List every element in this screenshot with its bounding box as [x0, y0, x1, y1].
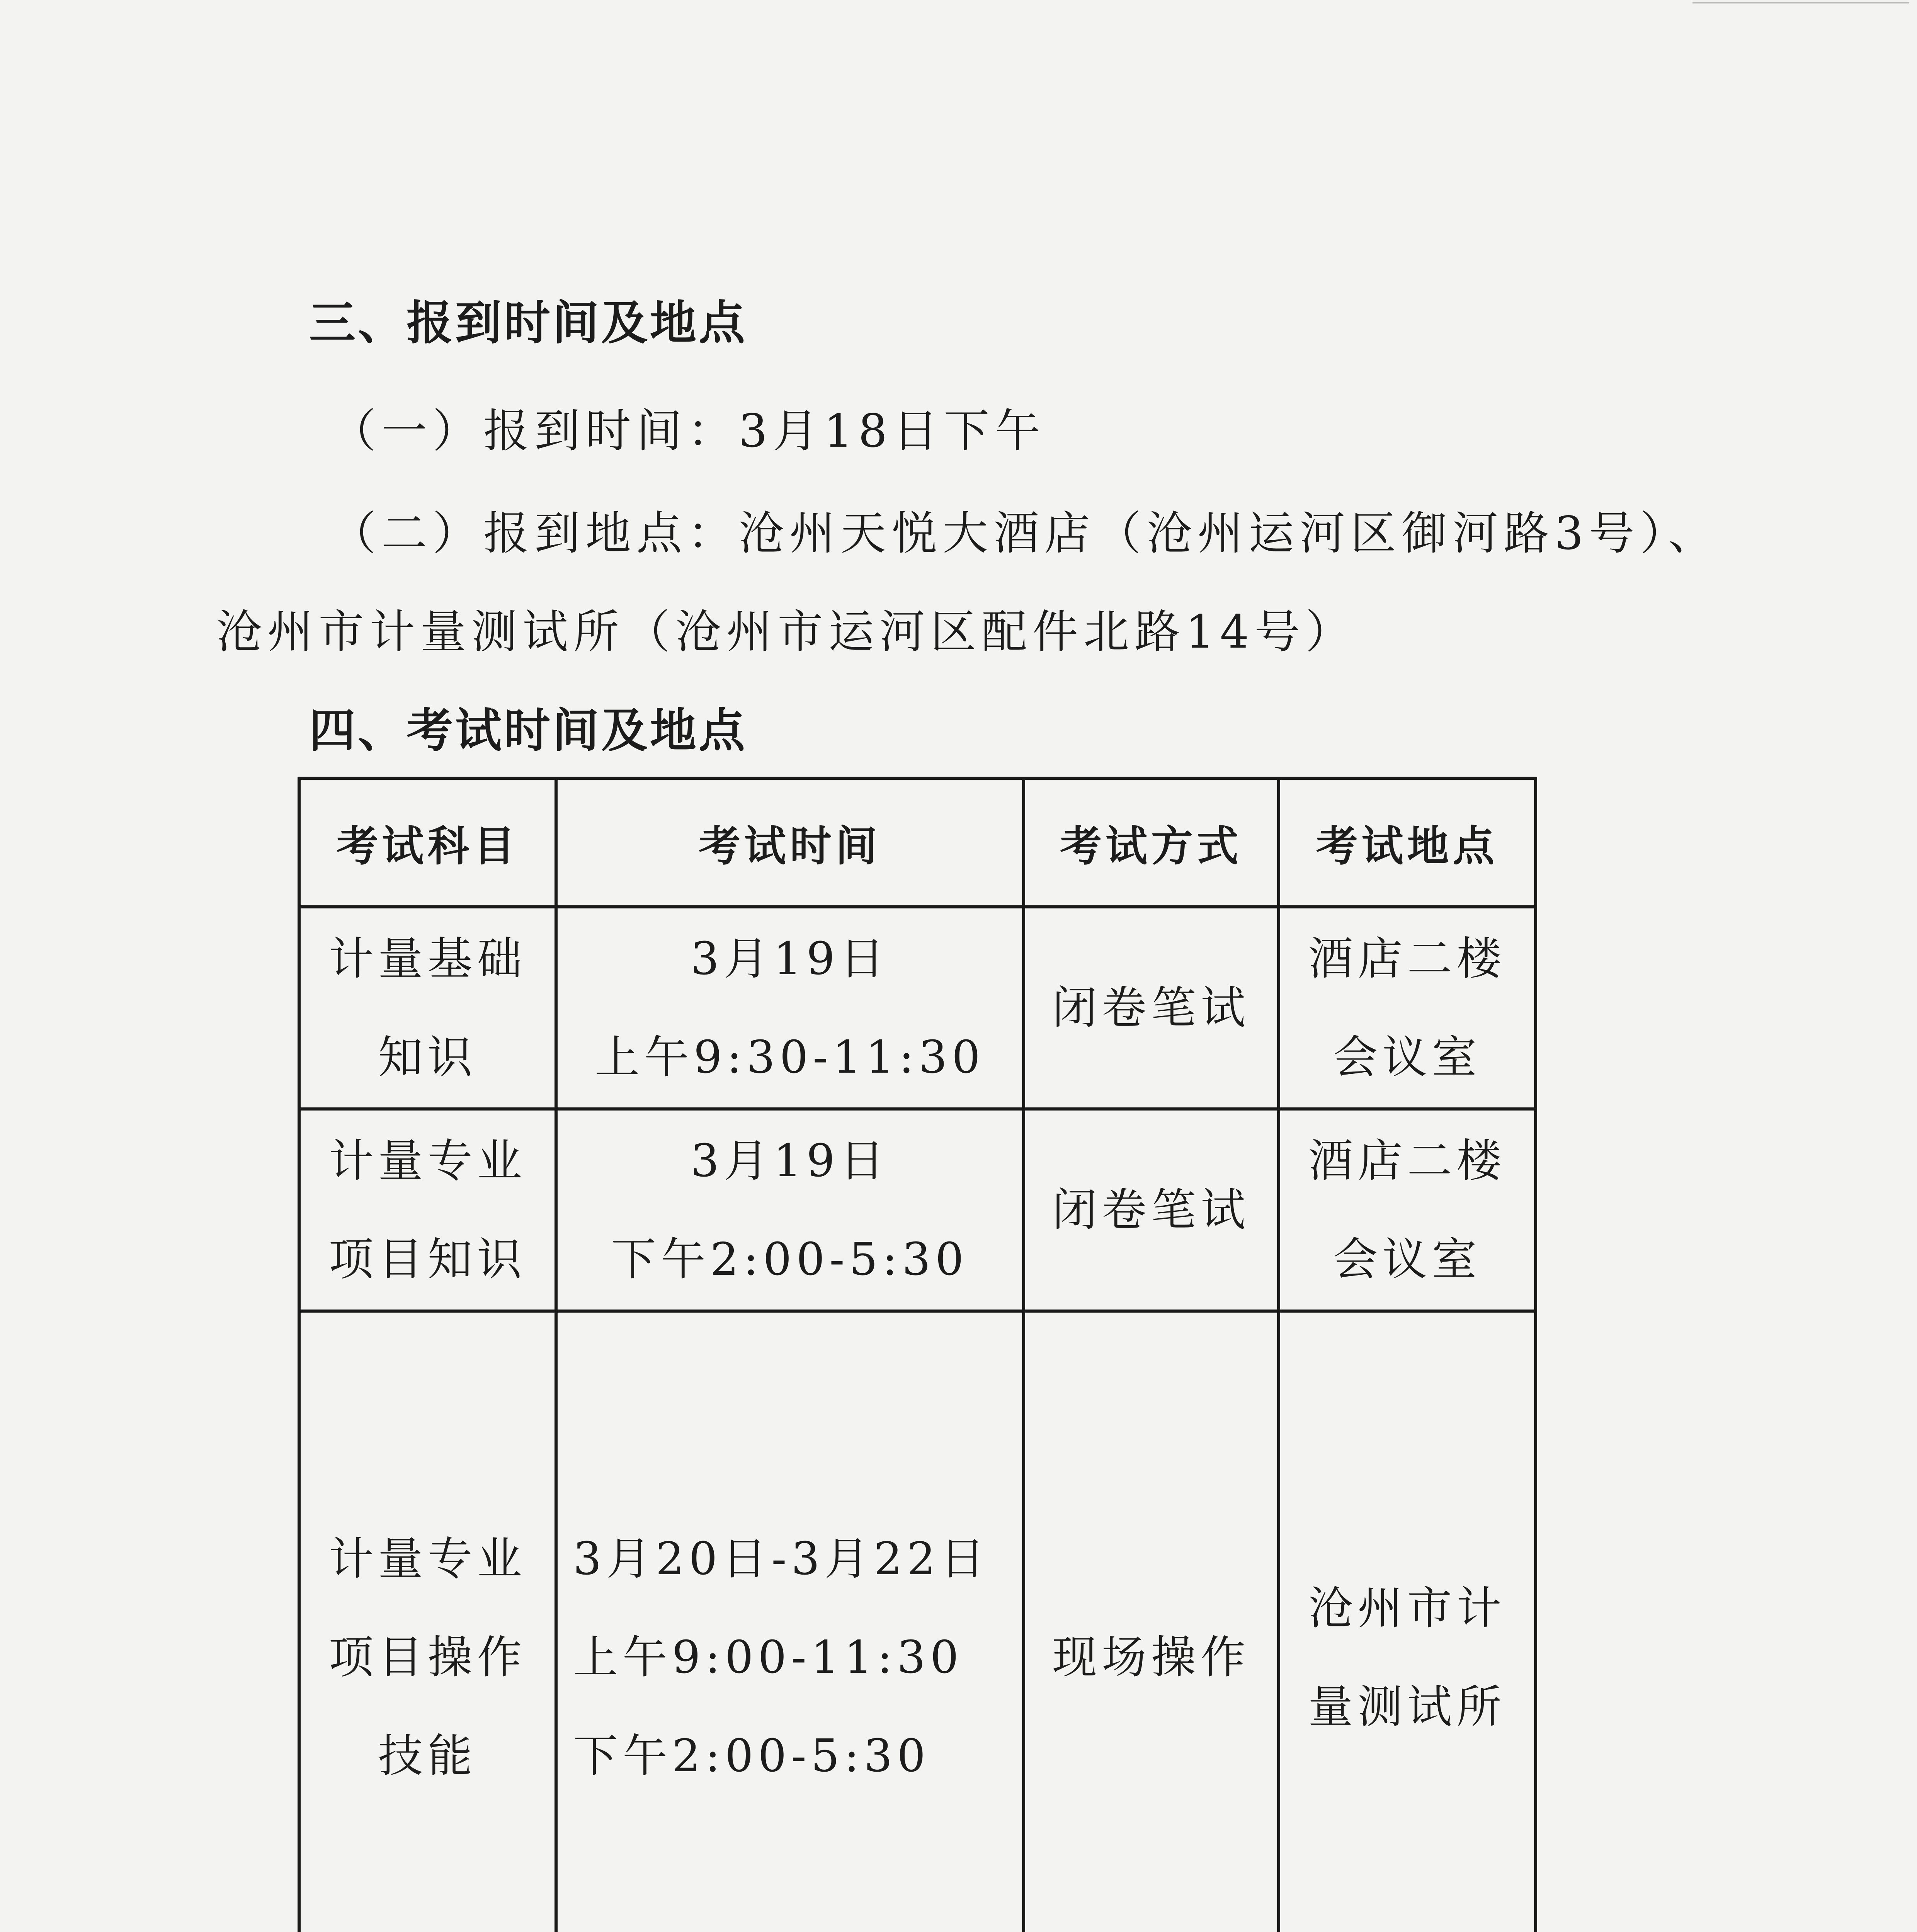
subject-line: 项目操作 [328, 1631, 527, 1684]
place-cell [1279, 1109, 1536, 1311]
place-line: 沧州市计 [1308, 1582, 1506, 1634]
top-edge-line [1692, 2, 1909, 3]
time-cell [556, 907, 1024, 1109]
subject-line: 技能 [378, 1730, 477, 1782]
subject-line: 项目知识 [328, 1233, 527, 1286]
section-3-item-2-line-2: 沧州市计量测试所（沧州市运河区配件北路14号） [216, 605, 1357, 658]
subject-cell [299, 907, 556, 1109]
place-line: 会议室 [1333, 1233, 1482, 1286]
subject-line: 计量专业 [328, 1134, 527, 1187]
subject-line: 知识 [378, 1031, 477, 1083]
header-subject: 考试科目 [299, 778, 556, 907]
subject-line: 计量基础 [328, 932, 527, 985]
method-cell: 闭卷笔试 [1024, 1109, 1279, 1311]
place-cell [1279, 1311, 1536, 1932]
exam-schedule-table [298, 777, 1537, 1932]
table-row [299, 907, 1536, 1109]
header-time: 考试时间 [556, 778, 1024, 907]
method-cell: 闭卷笔试 [1024, 907, 1279, 1109]
method-cell: 现场操作 [1024, 1311, 1279, 1932]
subject-cell [299, 1311, 556, 1932]
time-line: 上午9:00-11:30 [573, 1631, 963, 1684]
section-3-heading: 三、报到时间及地点 [309, 296, 747, 350]
place-line: 酒店二楼 [1308, 1134, 1506, 1187]
table-row [299, 1109, 1536, 1311]
time-line: 3月19日 [691, 932, 889, 985]
section-3-item-2-line-1: （二）报到地点：沧州天悦大酒店（沧州运河区御河路3号）、 [330, 507, 1720, 560]
time-line: 下午2:00-5:30 [611, 1233, 969, 1286]
place-line: 量测试所 [1308, 1680, 1506, 1733]
time-cell [556, 1109, 1024, 1311]
time-cell [556, 1311, 1024, 1932]
header-place: 考试地点 [1279, 778, 1536, 907]
section-4-heading: 四、考试时间及地点 [309, 704, 747, 758]
place-line: 会议室 [1333, 1031, 1482, 1083]
subject-cell [299, 1109, 556, 1311]
table-row [299, 1311, 1536, 1932]
table-header-row [299, 778, 1536, 907]
section-3-item-1: （一）报到时间：3月18日下午 [330, 404, 1046, 457]
time-line: 3月20日-3月22日 [573, 1533, 990, 1585]
subject-line: 计量专业 [328, 1533, 527, 1585]
time-line: 上午9:30-11:30 [595, 1031, 985, 1083]
place-cell [1279, 907, 1536, 1109]
time-line: 3月19日 [691, 1134, 889, 1187]
header-method: 考试方式 [1024, 778, 1279, 907]
time-line: 下午2:00-5:30 [573, 1730, 930, 1782]
place-line: 酒店二楼 [1308, 932, 1506, 985]
